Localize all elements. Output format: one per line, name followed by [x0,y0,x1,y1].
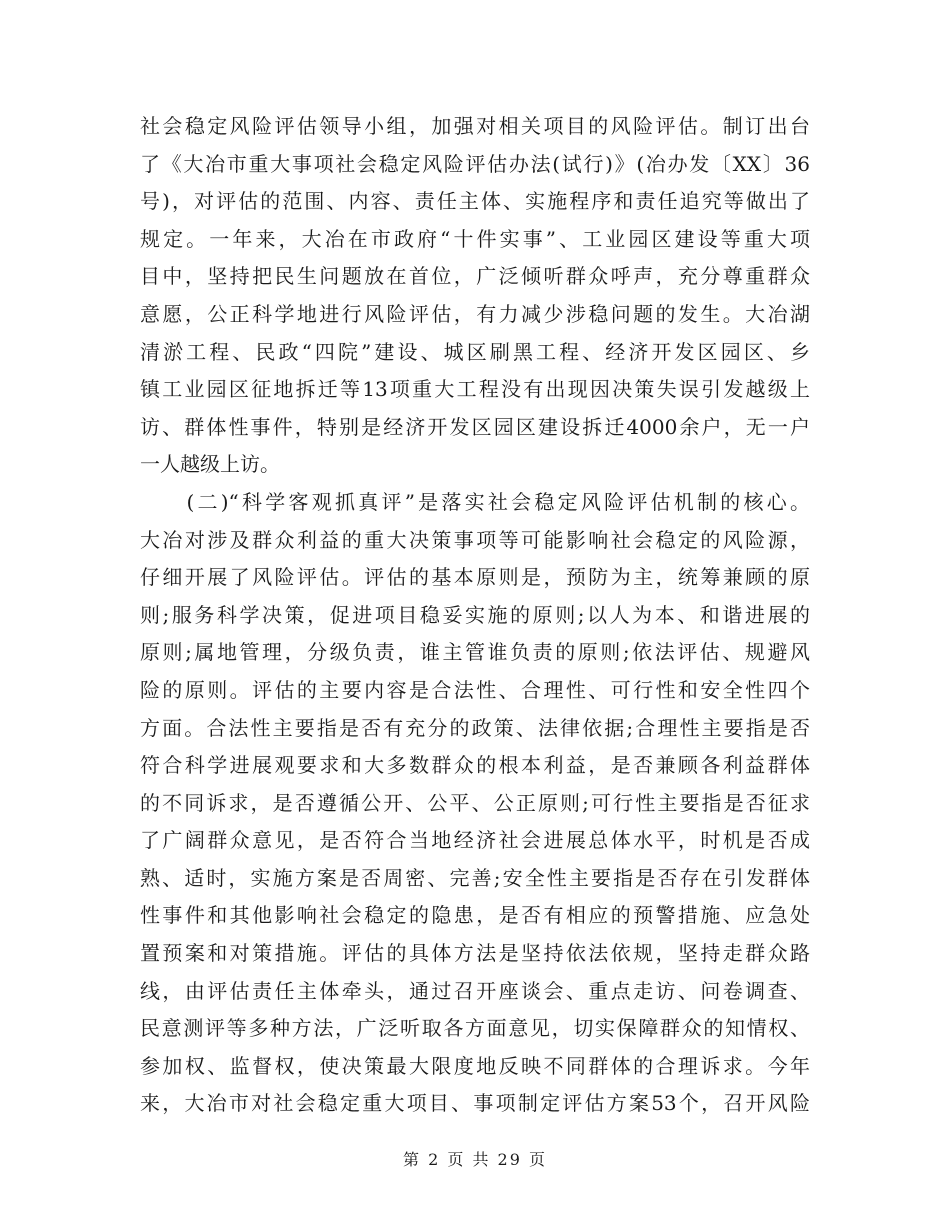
text-line: 来，大冶市对社会稳定重大项目、事项制定评估方案53个，召开风险 [140,1091,810,1116]
text-line: 的不同诉求，是否遵循公开、公平、公正原则;可行性主要指是否征求 [140,790,810,815]
text-line: 了广阔群众意见，是否符合当地经济社会进展总体水平，时机是否成 [140,828,810,853]
text-line: 清淤工程、民政“四院”建设、城区刷黑工程、经济开发区园区、乡 [140,339,810,364]
text-line: 访、群体性事件，特别是经济开发区园区建设拆迁4000余户，无一户 [140,414,810,439]
body-text [140,108,810,1123]
text-line: 了《大冶市重大事项社会稳定风险评估办法(试行)》(冶办发〔XX〕36 [140,151,810,176]
text-line: 民意测评等多种方法，广泛听取各方面意见，切实保障群众的知情权、 [140,1016,810,1041]
text-line: 险的原则。评估的主要内容是合法性、合理性、可行性和安全性四个 [140,677,810,702]
text-line: 号)，对评估的范围、内容、责任主体、实施程序和责任追究等做出了 [140,189,810,214]
page-number-footer: 第 2 页 共 29 页 [403,1150,547,1169]
text-line: 方面。合法性主要指是否有充分的政策、法律依据;合理性主要指是否 [140,715,810,740]
text-line: 一人越级上访。 [140,452,280,477]
text-line: 目中，坚持把民生问题放在首位，广泛倾听群众呼声，充分尊重群众 [140,264,810,289]
text-line: 置预案和对策措施。评估的具体方法是坚持依法依规，坚持走群众路 [140,941,810,966]
text-line: 规定。一年来，大冶在市政府“十件实事”、工业园区建设等重大项 [140,226,810,251]
text-line: 镇工业园区征地拆迁等13项重大工程没有出现因决策失误引发越级上 [140,377,810,402]
text-line: 性事件和其他影响社会稳定的隐患，是否有相应的预警措施、应急处 [140,903,810,928]
text-line: 熟、适时，实施方案是否周密、完善;安全性主要指是否存在引发群体 [140,865,810,890]
text-line: 意愿，公正科学地进行风险评估，有力减少涉稳问题的发生。大冶湖 [140,301,810,326]
text-line: 符合科学进展观要求和大多数群众的根本利益，是否兼顾各利益群体 [140,753,810,778]
text-line: 线，由评估责任主体牵头，通过召开座谈会、重点走访、问卷调查、 [140,978,810,1003]
text-line: 仔细开展了风险评估。评估的基本原则是，预防为主，统筹兼顾的原 [140,565,810,590]
text-line: 大冶对涉及群众利益的重大决策事项等可能影响社会稳定的风险源， [140,527,810,552]
paragraph-heading-line: (二)“科学客观抓真评”是落实社会稳定风险评估机制的核心。 [140,489,810,514]
text-line: 社会稳定风险评估领导小组，加强对相关项目的风险评估。制订出台 [140,114,810,138]
text-line: 则;服务科学决策，促进项目稳妥实施的原则;以人为本、和谐进展的 [140,602,810,627]
text-line: 原则;属地管理，分级负责，谁主管谁负责的原则;依法评估、规避风 [140,640,810,665]
text-line: 参加权、监督权，使决策最大限度地反映不同群体的合理诉求。今年 [140,1053,810,1078]
